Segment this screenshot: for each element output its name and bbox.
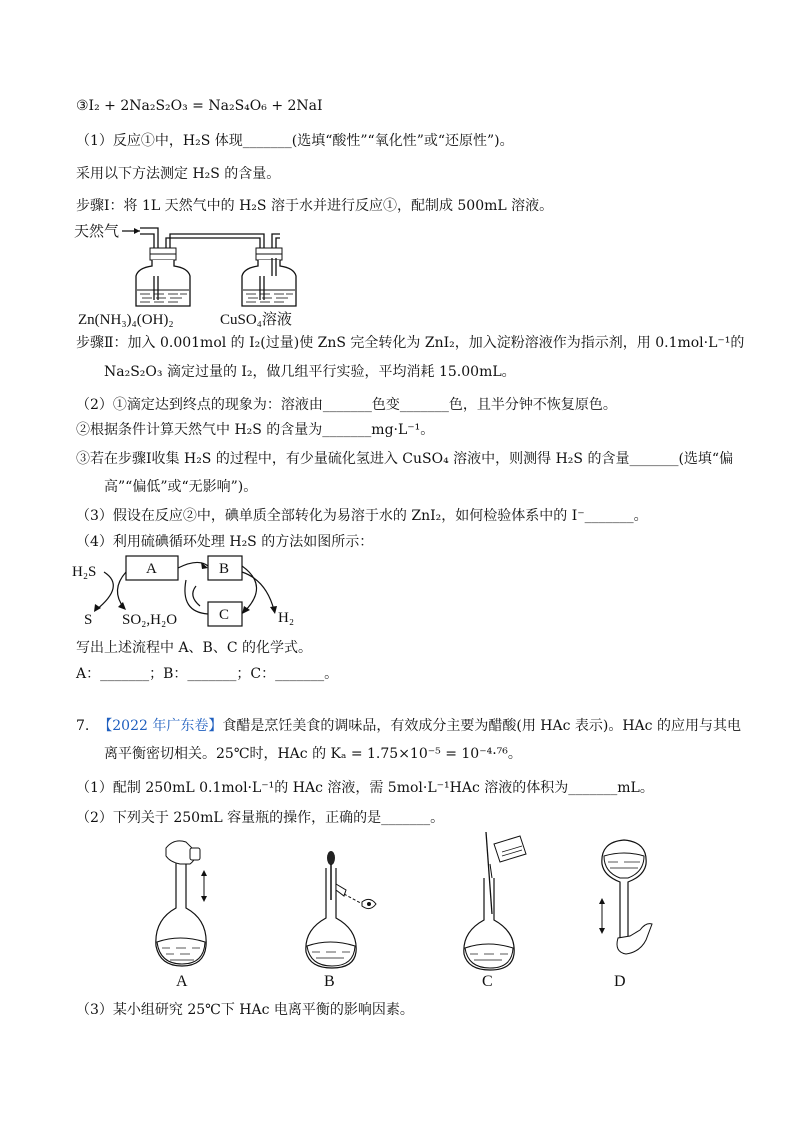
sulfur-iodine-cycle-diagram [70,550,330,630]
question-7-part-2: （2）下列关于 250mL 容量瓶的操作，正确的是_______。 [76,810,445,826]
question-6-part-4: （4）利用硫碘循环处理 H₂S 的方法如图所示： [76,534,374,550]
question-6-part-3: （3）假设在反应②中，碘单质全部转化为易溶于水的 ZnI₂，如何检验体系中的 I⁻_______。 [76,508,648,524]
option-d-figure [599,840,652,954]
option-d-label: D [614,973,626,990]
option-c-figure [464,832,526,970]
question-6-part-4-ask: 写出上述流程中 A、B、C 的化学式。 [76,640,313,656]
bottle-1-label: Zn(NH₃)₄(OH)₂ [78,312,174,328]
question-6-part-2-3-line-2: 高”“偏低”或“无影响”)。 [104,479,258,495]
question-7-source: 【2022 年广东卷】 [98,718,223,734]
question-7-part-3: （3）某小组研究 25℃下 HAc 电离平衡的影响因素。 [76,1002,414,1018]
question-7-part-1: （1）配制 250mL 0.1mol·L⁻¹的 HAc 溶液，需 5mol·L⁻¹HAc 溶液的体积为_______mL。 [76,780,654,796]
question-7-number: 7. [76,718,90,734]
cycle-h2s: H₂S [72,564,97,580]
cycle-so2-h2o: SO₂,H₂O [122,612,178,628]
cycle-h2: H₂ [278,610,295,626]
gas-label: 天然气 [74,224,120,240]
step-1: 步骤Ⅰ：将 1L 天然气中的 H₂S 溶于水并进行反应①，配制成 500mL 溶液。 [76,198,554,214]
box-a-label: A [146,561,157,577]
box-b-label: B [219,561,230,577]
question-6-part-2-1: （2）①滴定达到终点的现象为：溶液由_______色变_______色，且半分钟不恢复原色。 [76,397,617,413]
option-b-figure [306,851,376,968]
bottle-2-label: CuSO₄溶液 [220,312,292,328]
option-a-figure [156,841,207,966]
question-6-part-4-answer: A：_______；B：_______；C：_______。 [76,666,339,682]
cycle-s: S [84,612,93,628]
box-c-label: C [219,607,230,623]
question-6-part-1: （1）反应①中，H₂S 体现_______(选填“酸性”“氧化性”或“还原性”)。 [76,133,514,149]
question-7-line-2: 离平衡密切相关。25℃时，HAc 的 Kₐ = 1.75×10⁻⁵ = 10⁻⁴·⁷⁶。 [104,746,522,762]
gas-absorption-apparatus [70,218,320,330]
method-intro: 采用以下方法测定 H₂S 的含量。 [76,166,281,182]
option-c-label: C [482,973,493,990]
question-7-line-1-text: 食醋是烹饪美食的调味品，有效成分主要为醋酸(用 HAc 表示)。HAc 的应用与其电 [222,718,741,734]
option-a-label: A [176,973,188,990]
question-6-part-2-3-line-1: ③若在步骤Ⅰ收集 H₂S 的过程中，有少量硫化氢进入 CuSO₄ 溶液中，则测得 H₂S 的含量_______(选填“偏 [76,451,734,467]
question-7-line-1 [76,716,741,736]
question-6-part-2-2: ②根据条件计算天然气中 H₂S 的含量为_______mg·L⁻¹。 [76,422,435,438]
equation-3: ③I₂ + 2Na₂S₂O₃ = Na₂S₄O₆ + 2NaI [76,98,323,114]
step-2-line-2: Na₂S₂O₃ 滴定过量的 I₂，做几组平行实验，平均消耗 15.00mL。 [104,364,516,380]
volumetric-flask-options-figure [140,828,660,990]
step-2-line-1: 步骤Ⅱ：加入 0.001mol 的 I₂(过量)使 ZnS 完全转化为 ZnI₂，加入淀粉溶液作为指示剂，用 0.1mol·L⁻¹的 [76,335,745,351]
option-b-label: B [324,973,335,990]
